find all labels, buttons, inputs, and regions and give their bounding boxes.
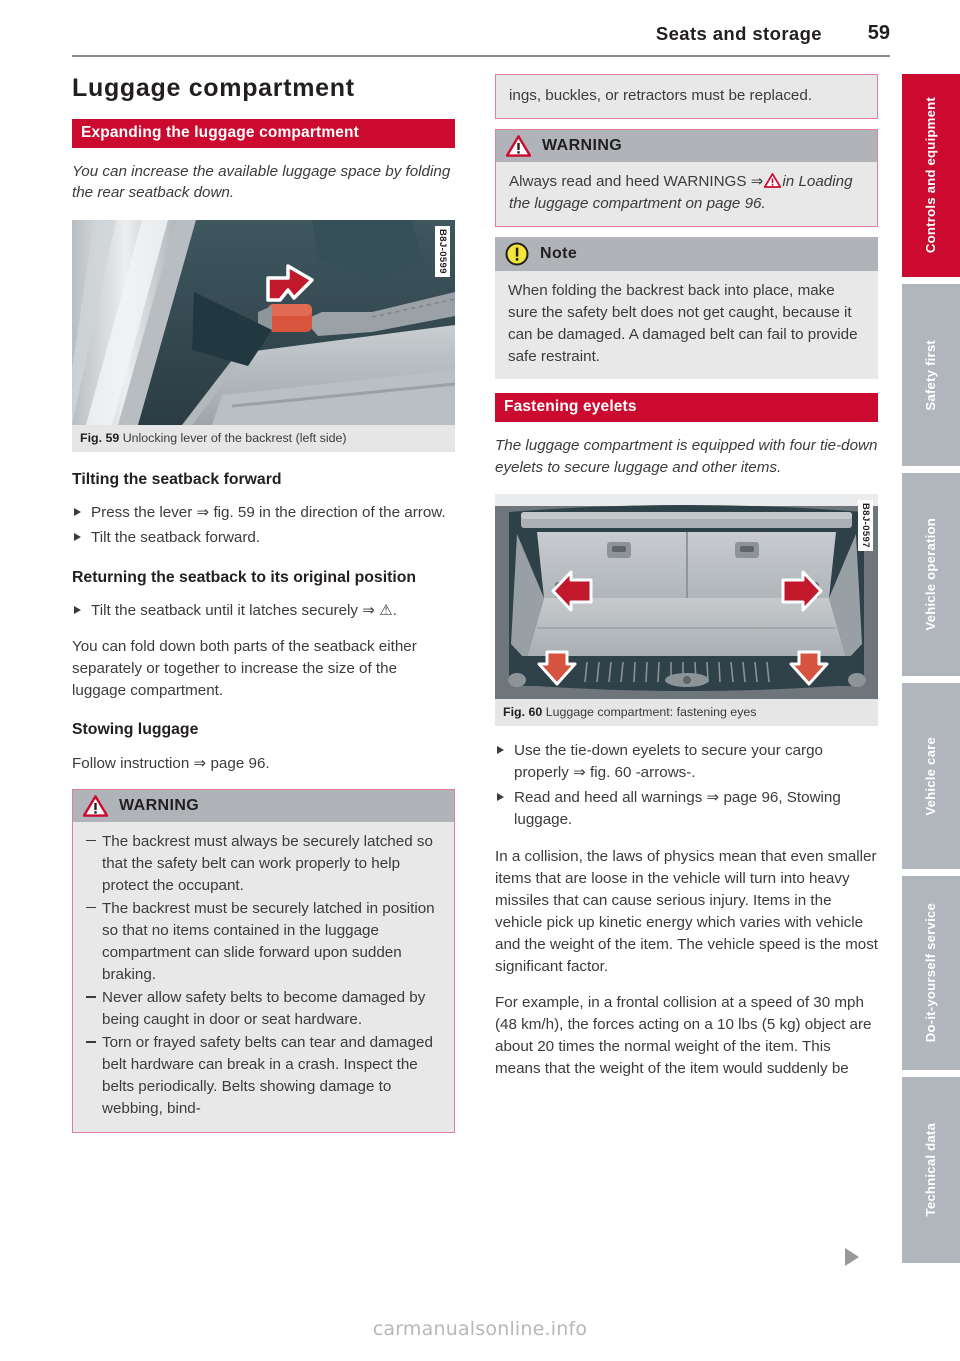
- figure-60-caption-label: Fig. 60: [503, 705, 543, 720]
- figure-59-code: B8J-0599: [435, 226, 450, 277]
- list-item: [86, 987, 441, 1031]
- steps-returning-seatback: [72, 600, 455, 622]
- heading-stowing-luggage: Stowing luggage: [72, 721, 199, 739]
- warning-callout-header: [496, 130, 877, 162]
- warning-callout-left: [72, 789, 455, 1133]
- warning-item-text: The backrest must always be securely latched so that the safety belt can work properly to help protect the occupant.: [102, 832, 433, 894]
- sidebar-tab-technical-data[interactable]: [902, 1077, 960, 1263]
- luggage-compartment-illustration: [495, 494, 878, 699]
- steps-fastening-eyelets: [495, 740, 878, 831]
- figure-59-caption-text: Unlocking lever of the backrest (left side): [122, 430, 347, 445]
- dash-bullet-icon: [86, 840, 96, 842]
- warning-callout-right: [495, 129, 878, 227]
- warning-callout-label: WARNING: [542, 137, 623, 155]
- warning-callout-body: [73, 822, 454, 1132]
- header-divider: [72, 55, 890, 57]
- warning-item-text: Never allow safety belts to become damaged by being caught in door or seat hardware.: [102, 988, 426, 1028]
- warning-text-before: Always read and heed WARNINGS ⇒: [509, 173, 764, 191]
- intro-paragraph-eyelets: The luggage compartment is equipped with four tie-down eyelets to secure luggage and other items.: [495, 437, 878, 476]
- intro-paragraph: You can increase the available luggage space by folding the rear seatback down.: [72, 162, 451, 202]
- warning-callout-body: [496, 162, 877, 226]
- warning-callout-header: [73, 790, 454, 822]
- list-item: [86, 1032, 441, 1120]
- sidebar-tab-do-it-yourself-service[interactable]: [902, 876, 960, 1070]
- warning-triangle-icon: [83, 795, 108, 817]
- step-text: Tilt the seatback until it latches securely ⇒ ⚠.: [91, 602, 398, 620]
- list-item: [495, 787, 878, 831]
- chapter-title: Luggage compartment: [72, 74, 355, 102]
- figure-59-caption: [72, 425, 455, 452]
- sidebar-tab-label: Technical data: [922, 1123, 938, 1217]
- dash-bullet-icon: [86, 1041, 96, 1043]
- list-item: [86, 898, 441, 986]
- list-item: [72, 527, 455, 549]
- figure-60-caption-text: Luggage compartment: fastening eyes: [545, 705, 757, 720]
- sidebar-tab-label: Do-it-yourself service: [922, 903, 938, 1043]
- steps-tilting-seatback: [72, 502, 455, 549]
- left-column: [72, 74, 455, 1143]
- chapter-tabs-sidebar: [902, 74, 960, 1263]
- heading-returning-seatback: Returning the seatback to its original position: [72, 568, 417, 586]
- paragraph-collision: In a collision, the laws of physics mean that even smaller items that are loose in the vehicle will turn into heavy missiles that can cause serious injury. Items in the vehicle pick up kinetic energy which varies with vehicle and the weight of the item. The vehicle speed is the most significant factor.: [495, 847, 879, 975]
- figure-59-caption-label: Fig. 59: [80, 430, 120, 445]
- warning-continuation-text: ings, buckles, or retractors must be replaced.: [496, 75, 877, 118]
- warning-callout-label: WARNING: [119, 796, 200, 814]
- sidebar-tab-label: Vehicle care: [922, 736, 938, 816]
- list-item: [495, 740, 878, 784]
- warning-continuation-box: [495, 74, 878, 119]
- sidebar-tab-label: Controls and equipment: [922, 97, 938, 254]
- figure-60: [495, 494, 878, 726]
- bullet-triangle-icon: [74, 508, 81, 516]
- warning-items-list: [86, 831, 441, 1120]
- section-heading-fastening-eyelets: Fastening eyelets: [495, 393, 878, 422]
- figure-60-image: [495, 494, 878, 699]
- sidebar-tab-vehicle-care[interactable]: [902, 683, 960, 869]
- note-exclamation-icon: [505, 242, 529, 266]
- heading-tilting-seatback: Tilting the seatback forward: [72, 470, 282, 488]
- dash-bullet-icon: [86, 907, 96, 909]
- seatback-lever-illustration: [72, 220, 455, 425]
- right-column: [495, 74, 878, 1094]
- note-callout-body: When folding the backrest back into place, make sure the safety belt does not get caught, because it can be damaged. A damaged belt can fail to provide safe restraint.: [495, 271, 878, 379]
- sidebar-tab-controls-and-equipment[interactable]: [902, 74, 960, 277]
- note-callout: [495, 237, 878, 379]
- step-text: Tilt the seatback forward.: [91, 529, 261, 547]
- list-item: [72, 502, 455, 524]
- paragraph-follow-instruction: Follow instruction ⇒ page 96.: [72, 754, 270, 772]
- site-watermark: carmanualsonline.info: [372, 1318, 588, 1340]
- figure-60-code: B8J-0597: [858, 500, 873, 551]
- note-callout-header: [495, 237, 878, 271]
- list-item: [72, 600, 455, 622]
- paragraph-example: For example, in a frontal collision at a speed of 30 mph (48 km/h), the forces acting on a 10 lbs (5 kg) object are about 20 times the normal weight of the item. This means that the weight of the item would suddenly be: [495, 993, 872, 1077]
- continue-arrow-icon: [845, 1248, 859, 1266]
- sidebar-tab-vehicle-operation[interactable]: [902, 473, 960, 676]
- list-item: [86, 831, 441, 897]
- page-title: Seats and storage: [655, 23, 822, 44]
- warning-item-text: The backrest must be securely latched in position so that no items contained in the luggage compartment can slide forward upon sudden braking.: [102, 899, 435, 983]
- dash-bullet-icon: [86, 996, 96, 998]
- bullet-triangle-icon: [74, 606, 81, 614]
- warning-triangle-icon: [764, 173, 781, 188]
- sidebar-tab-label: Vehicle operation: [922, 518, 938, 631]
- page-number: 59: [867, 22, 890, 44]
- figure-59-image: [72, 220, 455, 425]
- step-text: Read and heed all warnings ⇒ page 96, Stowing luggage.: [514, 789, 841, 829]
- warning-triangle-icon: [506, 135, 531, 157]
- step-text: Press the lever ⇒ fig. 59 in the direction of the arrow.: [91, 504, 446, 522]
- section-heading-expanding: Expanding the luggage compartment: [72, 119, 455, 148]
- figure-60-caption: [495, 699, 878, 726]
- note-callout-label: Note: [540, 245, 578, 263]
- bullet-triangle-icon: [74, 533, 81, 541]
- bullet-triangle-icon: [497, 746, 504, 754]
- warning-text-after: in Loading the luggage compartment on page 96.: [509, 173, 853, 213]
- figure-59: [72, 220, 455, 452]
- warning-item-text: Torn or frayed safety belts can tear and damaged belt hardware can break in a crash. Inspect the belts periodically. Belts showing damage to webbing, bind-: [102, 1034, 433, 1118]
- sidebar-tab-safety-first[interactable]: [902, 284, 960, 466]
- bullet-triangle-icon: [497, 793, 504, 801]
- paragraph-fold-seatback: You can fold down both parts of the seatback either separately or together to increase the size of the luggage compartment.: [72, 638, 417, 700]
- step-text: Use the tie-down eyelets to secure your cargo properly ⇒ fig. 60 -arrows-.: [514, 742, 823, 782]
- page-header: [72, 22, 890, 45]
- sidebar-tab-label: Safety first: [922, 339, 938, 411]
